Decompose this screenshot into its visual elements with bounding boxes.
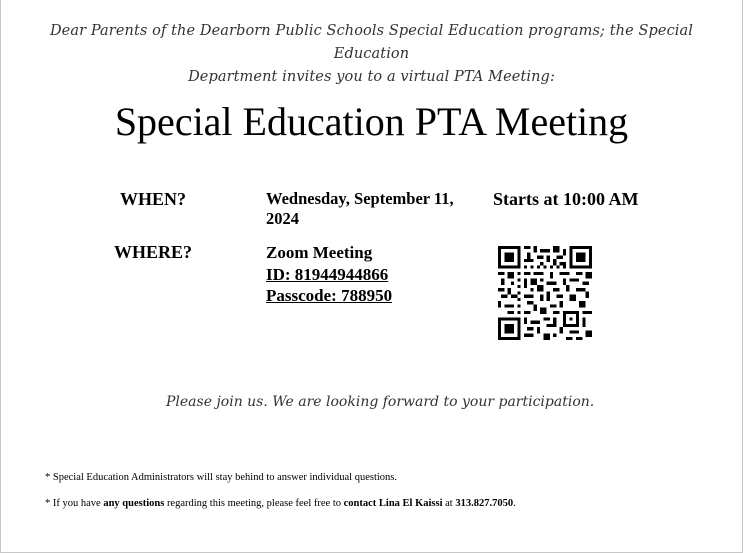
- footnote-contact-name: contact Lina El Kaissi: [343, 498, 443, 509]
- meeting-date: Wednesday, September 11, 2024: [266, 189, 454, 228]
- page-title: Special Education PTA Meeting: [114, 99, 629, 144]
- meeting-passcode-link[interactable]: Passcode: 788950: [266, 286, 393, 305]
- meeting-venue: Zoom Meeting: [266, 243, 373, 262]
- footnote-end: .: [513, 498, 516, 509]
- footnote-phone-number[interactable]: 313.827.7050: [455, 498, 514, 509]
- when-label: WHEN?: [120, 189, 187, 209]
- qr-code-icon[interactable]: [498, 246, 592, 340]
- footnote-administrators: * Special Education Administrators will stay behind to answer individual questions.: [45, 472, 397, 483]
- closing-message: Please join us. We are looking forward to your participation.: [166, 394, 595, 410]
- meeting-location: [266, 242, 392, 307]
- intro-line-1: Dear Parents of the Dearborn Public Schools Special Education programs; the Special Education: [49, 23, 694, 62]
- intro-text: [40, 20, 703, 89]
- where-label: WHERE?: [114, 242, 193, 262]
- start-time: Starts at 10:00 AM: [493, 189, 639, 209]
- intro-line-2: Department invites you to a virtual PTA Meeting:: [188, 69, 555, 85]
- footnote-contact: [45, 498, 516, 509]
- footnote-contact-prefix: * If you have: [45, 498, 104, 509]
- footnote-contact-middle: regarding this meeting, please feel free to: [164, 498, 344, 509]
- footnote-any-questions: any questions: [103, 498, 165, 509]
- footnote-contact-at: at: [442, 498, 456, 509]
- meeting-id-link[interactable]: ID: 81944944866: [266, 264, 389, 284]
